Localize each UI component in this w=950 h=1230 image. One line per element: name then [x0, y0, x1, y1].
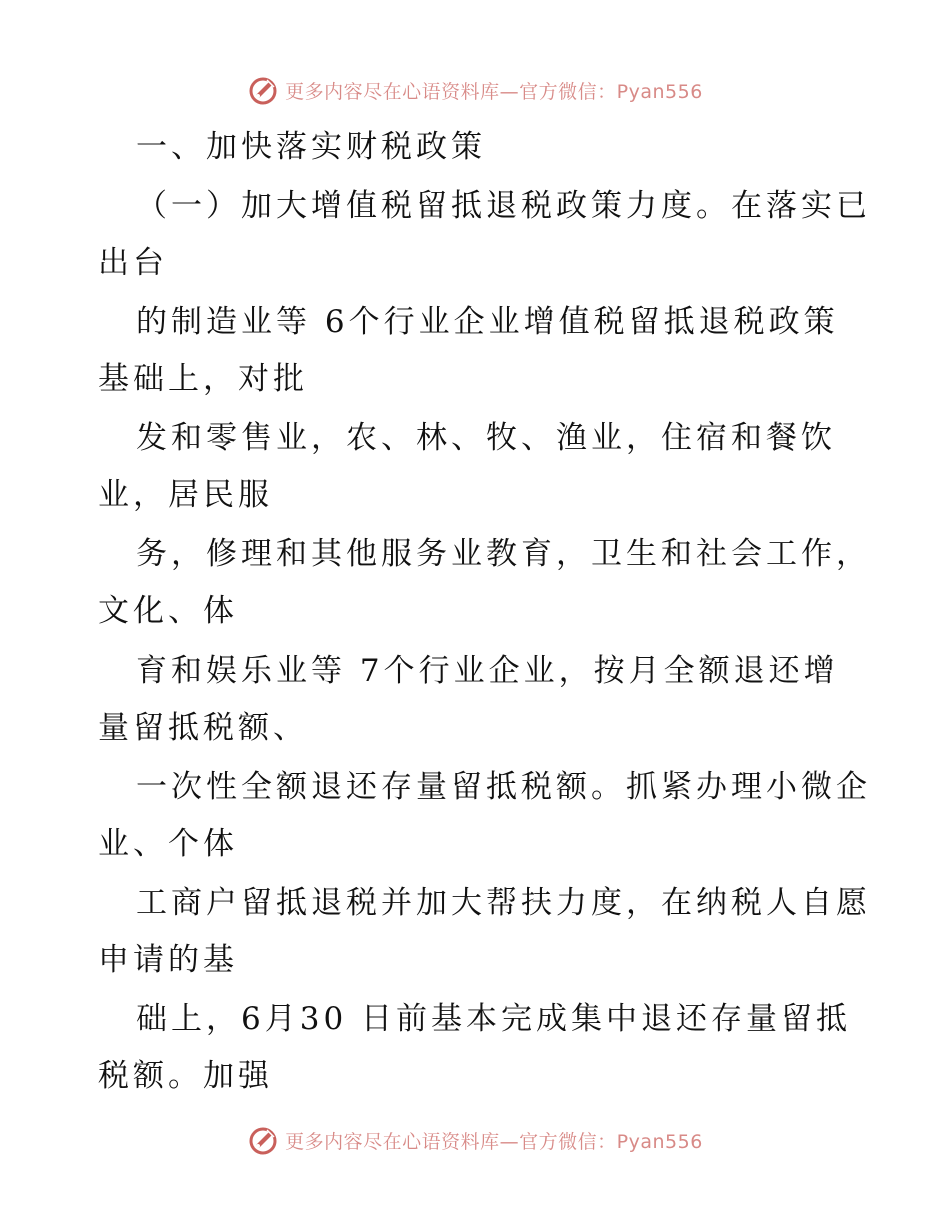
- paragraph-line: 量留抵税额、: [98, 710, 308, 746]
- paragraph-line: 税额。加强: [98, 1058, 273, 1094]
- paragraph-line: 基础上，对批: [98, 361, 308, 397]
- paragraph-line: 一次性全额退还存量留抵税额。抓紧办理小微企: [136, 769, 871, 805]
- paragraph-line: 育和娱乐业等 7个行业企业，按月全额退还增: [136, 653, 839, 689]
- paragraph-line: 工商户留抵退税并加大帮扶力度，在纳税人自愿: [136, 885, 871, 921]
- brush-pen-logo-icon: [247, 1124, 279, 1156]
- header-watermark: [0, 72, 950, 108]
- paragraph-line: （一）加大增值税留抵退税政策力度。在落实已: [136, 188, 871, 224]
- paragraph-line: 务，修理和其他服务业教育，卫生和社会工作，: [136, 536, 871, 572]
- paragraph-line: 发和零售业，农、林、牧、渔业，住宿和餐饮: [136, 420, 836, 456]
- watermark-text: 更多内容尽在心语资料库—官方微信：Pyan556: [285, 80, 703, 103]
- paragraph-line: 的制造业等 6个行业企业增值税留抵退税政策: [136, 304, 839, 340]
- footer-watermark: [0, 1122, 950, 1158]
- watermark-text: 更多内容尽在心语资料库—官方微信：Pyan556: [285, 1130, 703, 1153]
- paragraph-line: 业、个体: [98, 826, 238, 862]
- paragraph-line: 础上，6月30 日前基本完成集中退还存量留抵: [136, 1001, 852, 1037]
- paragraph-line: 业，居民服: [98, 477, 273, 513]
- brush-pen-logo-icon: [247, 74, 279, 106]
- paragraph-line: 文化、体: [98, 593, 238, 629]
- paragraph-line: 申请的基: [98, 942, 238, 978]
- paragraph-line: 出台: [98, 245, 168, 281]
- section-heading: 一、加快落实财税政策: [136, 129, 486, 165]
